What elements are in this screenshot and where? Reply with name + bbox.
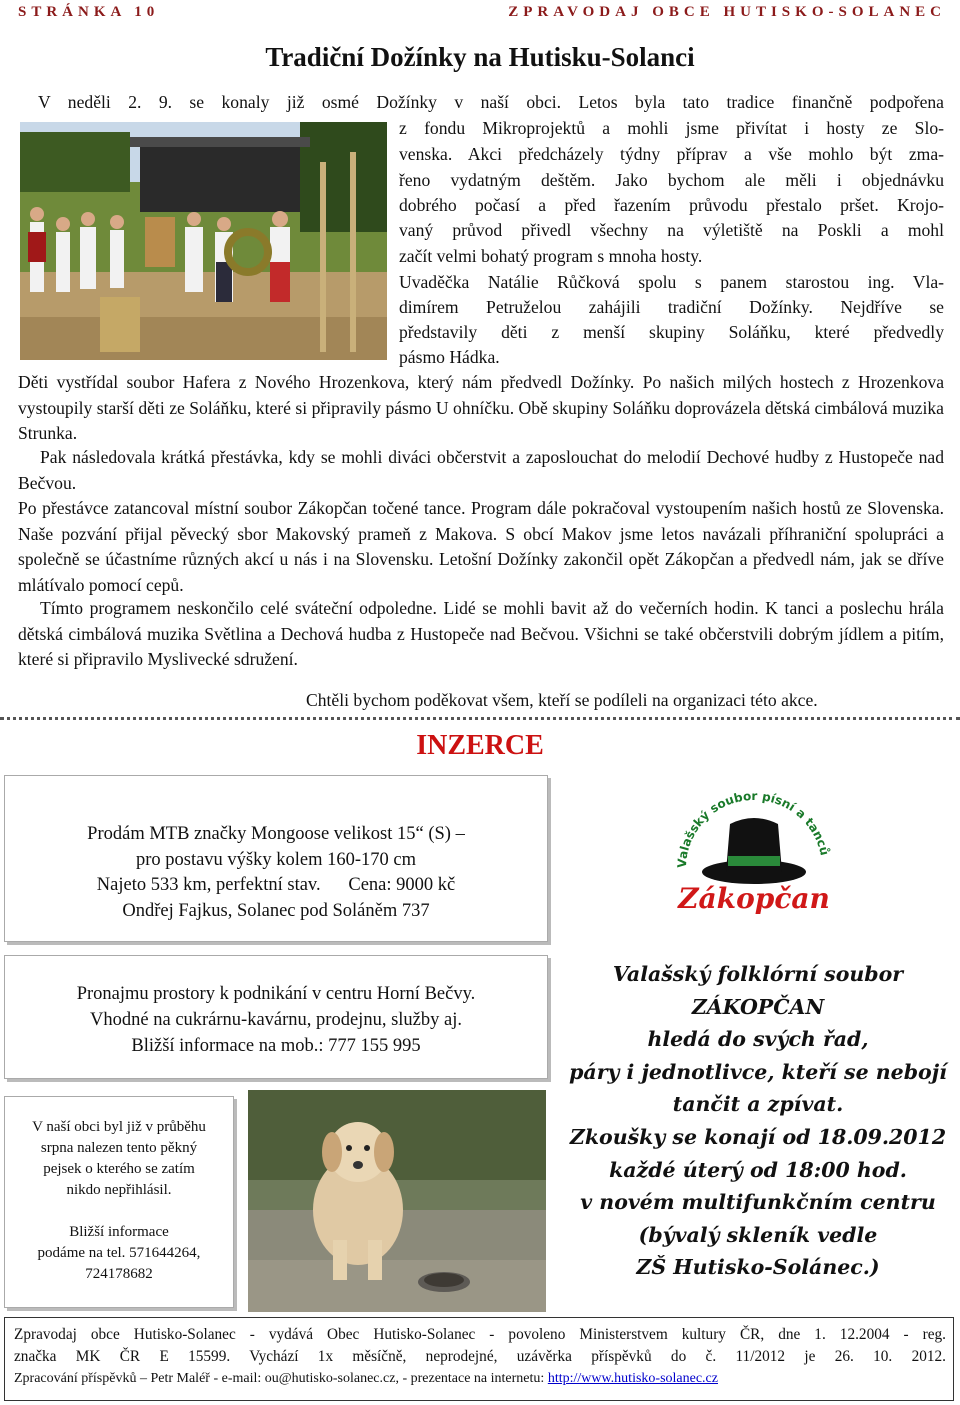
section-divider: [0, 717, 960, 720]
ad-line: Bližší informace na mob.: 777 155 995: [131, 1036, 421, 1056]
rental-ad: [4, 955, 548, 1079]
footer-line: Zpravodaj obce Hutisko-Solanec - vydává Obec Hutisko-Solanec - povoleno Ministerstvem kultury ČR, dne 1. 12.2004 - reg.: [14, 1326, 946, 1343]
article-line: z fondu Mikroprojektů a mohli jsme přivítat i hosty ze Slo-: [399, 118, 944, 138]
recruit-line: ZŠ Hutisko-Solánec.): [636, 1255, 880, 1280]
ad-line: V naší obci byl již v průběhu: [32, 1119, 206, 1135]
article-line: vaný průvod přivedl všechny na výletiště na Poskli a mohl: [399, 220, 944, 240]
ad-line: Vhodné na cukrárnu-kavárnu, prodejnu, služby aj.: [90, 1010, 462, 1030]
recruit-line: (bývalý skleník vedle: [638, 1222, 878, 1247]
page-number: STRÁNKA 10: [18, 4, 160, 20]
ad-line: Pronajmu prostory k podnikání v centru Horní Bečvy.: [76, 984, 476, 1004]
zakopcan-logo: [668, 776, 840, 926]
ad-line: Najeto 533 km, perfektní stav. Cena: 9000 kč: [96, 875, 456, 895]
footer-line-3: [14, 1369, 946, 1389]
dog-photo: [248, 1090, 546, 1312]
logo-arc-text: Valašský soubor písní a tanců: [674, 788, 832, 869]
ad-line: Ondřej Fajkus, Solanec pod Soláněm 737: [122, 900, 430, 921]
ad-line: pejsek o kterého se zatím: [43, 1161, 195, 1177]
newsletter-name: ZPRAVODAJ OBCE HUTISKO-SOLANEC: [508, 4, 946, 20]
website-link[interactable]: http://www.hutisko-solanec.cz: [547, 1371, 718, 1386]
found-dog-ad: [4, 1096, 234, 1308]
recruit-line: v novém multifunkčním centru: [580, 1190, 936, 1215]
ad-line: Bližší informace: [69, 1224, 169, 1240]
footer-line: značka MK ČR E 15599. Vychází 1x měsíčně, neprodejné, uzávěrka příspěvků do č. 11/2012 je 26. 10. 2012.: [14, 1348, 946, 1365]
recruit-line: každé úterý od 18:00 hod.: [609, 1157, 907, 1182]
article-paragraph: Po přestávce zatancoval místní soubor Zákopčan točené tance. Program dále pokračoval vystoupením našich hostů ze Slovenska. Naše pozvání přijal pěvecký sbor Makovský prameň z Makova. S obcí Makov jsme letos navázali příhraniční spolupráci a společně se účastníme různých akcí u nás i na Slovensku. Letošní Dožínky zakončil opět Zákopčan a předvedl nám, jak se dříve mlátívalo pomocí cepů.: [18, 498, 944, 595]
article-line: řeno vydatným deštěm. Jako bychom ale měli i objednávku: [399, 170, 944, 190]
recruit-line: hledá do svých řad,: [647, 1027, 869, 1052]
article-paragraph: Děti vystřídal soubor Hafera z Nového Hrozenkova, který nám předvedl Dožínky. Po našich milých hostech z Hrozenkova vystoupily starší děti ze Soláňku, které si připravily pásmo U ohníčku. Obě skupiny Soláňku doprovázela dětská cimbálová muzika Strunka.: [18, 372, 944, 443]
article-paragraph: Tímto programem neskončilo celé sváteční odpoledne. Lidé se mohli bavit až do večerních hodin. K tanci a poslechu hrála dětská cimbálová muzika Světlina a Dechová hudba z Hustopeče nad Bečvou. Všichni se také občerstvili dobrým jídlem a pitím, které si připravilo Myslivecké sdružení.: [18, 598, 944, 669]
ad-line: podáme na tel. 571644264,: [37, 1245, 201, 1261]
recruit-line: ZÁKOPČAN: [691, 994, 825, 1019]
ad-spacer: [5, 1201, 233, 1222]
ad-line: 724178682: [85, 1266, 153, 1282]
ad-line: Prodám MTB značky Mongoose velikost 15“ (S) –: [87, 824, 465, 844]
article-line: dimírem Petruželou zahájili tradiční Dožínky. Nejdříve se: [399, 297, 944, 317]
ad-line: nikdo nepřihlásil.: [66, 1182, 172, 1198]
ads-heading: INZERCE: [416, 730, 544, 761]
ad-line: pro postavu výšky kolem 160-170 cm: [135, 849, 417, 870]
ad-line: srpna nalezen tento pěkný: [40, 1140, 198, 1156]
bike-ad: [4, 775, 548, 942]
festival-photo: [20, 122, 387, 360]
article-line: začít velmi bohatý program s mnoha hosty.: [399, 246, 703, 266]
article-line: dobrého počasí a před řazením průvodu přestalo pršet. Krojo-: [399, 195, 944, 215]
article-line: pásmo Hádka.: [399, 347, 500, 367]
article-line: Uvaděčka Natálie Růčková spolu s panem starostou ing. Vla-: [399, 272, 944, 292]
recruit-line: páry i jednotlivce, kteří se nebojí: [569, 1059, 947, 1084]
recruit-line: tančit a zpívat.: [672, 1092, 844, 1117]
thanks-note: Chtěli bychom poděkovat všem, kteří se podíleli na organizaci této akce.: [306, 690, 818, 710]
article-title: Tradiční Dožínky na Hutisku-Solanci: [265, 42, 695, 72]
logo-name: Zákopčan: [678, 882, 830, 915]
article-line: venska. Akci předcházely týdny příprav a vše mohlo být zma-: [399, 144, 944, 164]
footer-credits: Zpracování příspěvků – Petr Maléř - e-mail: ou@hutisko-solanec.cz, - prezentace na internetu:: [14, 1371, 545, 1386]
recruit-line: Zkoušky se konají od 18.09.2012: [569, 1124, 947, 1149]
recruit-line: Valašský folklórní soubor: [612, 962, 904, 986]
article-paragraph: Pak následovala krátká přestávka, kdy se mohli diváci občerstvit a zaposlouchat do melodií Dechové hudby z Hustopeče nad Bečvou.: [18, 447, 944, 493]
zakopcan-recruitment: [560, 958, 956, 1284]
article-line: představily děti z menší skupiny Soláňku, které předvedly: [399, 322, 944, 342]
article-line: V neděli 2. 9. se konaly již osmé Dožínky v naší obci. Letos byla tato tradice finančně podpořena: [38, 92, 944, 112]
